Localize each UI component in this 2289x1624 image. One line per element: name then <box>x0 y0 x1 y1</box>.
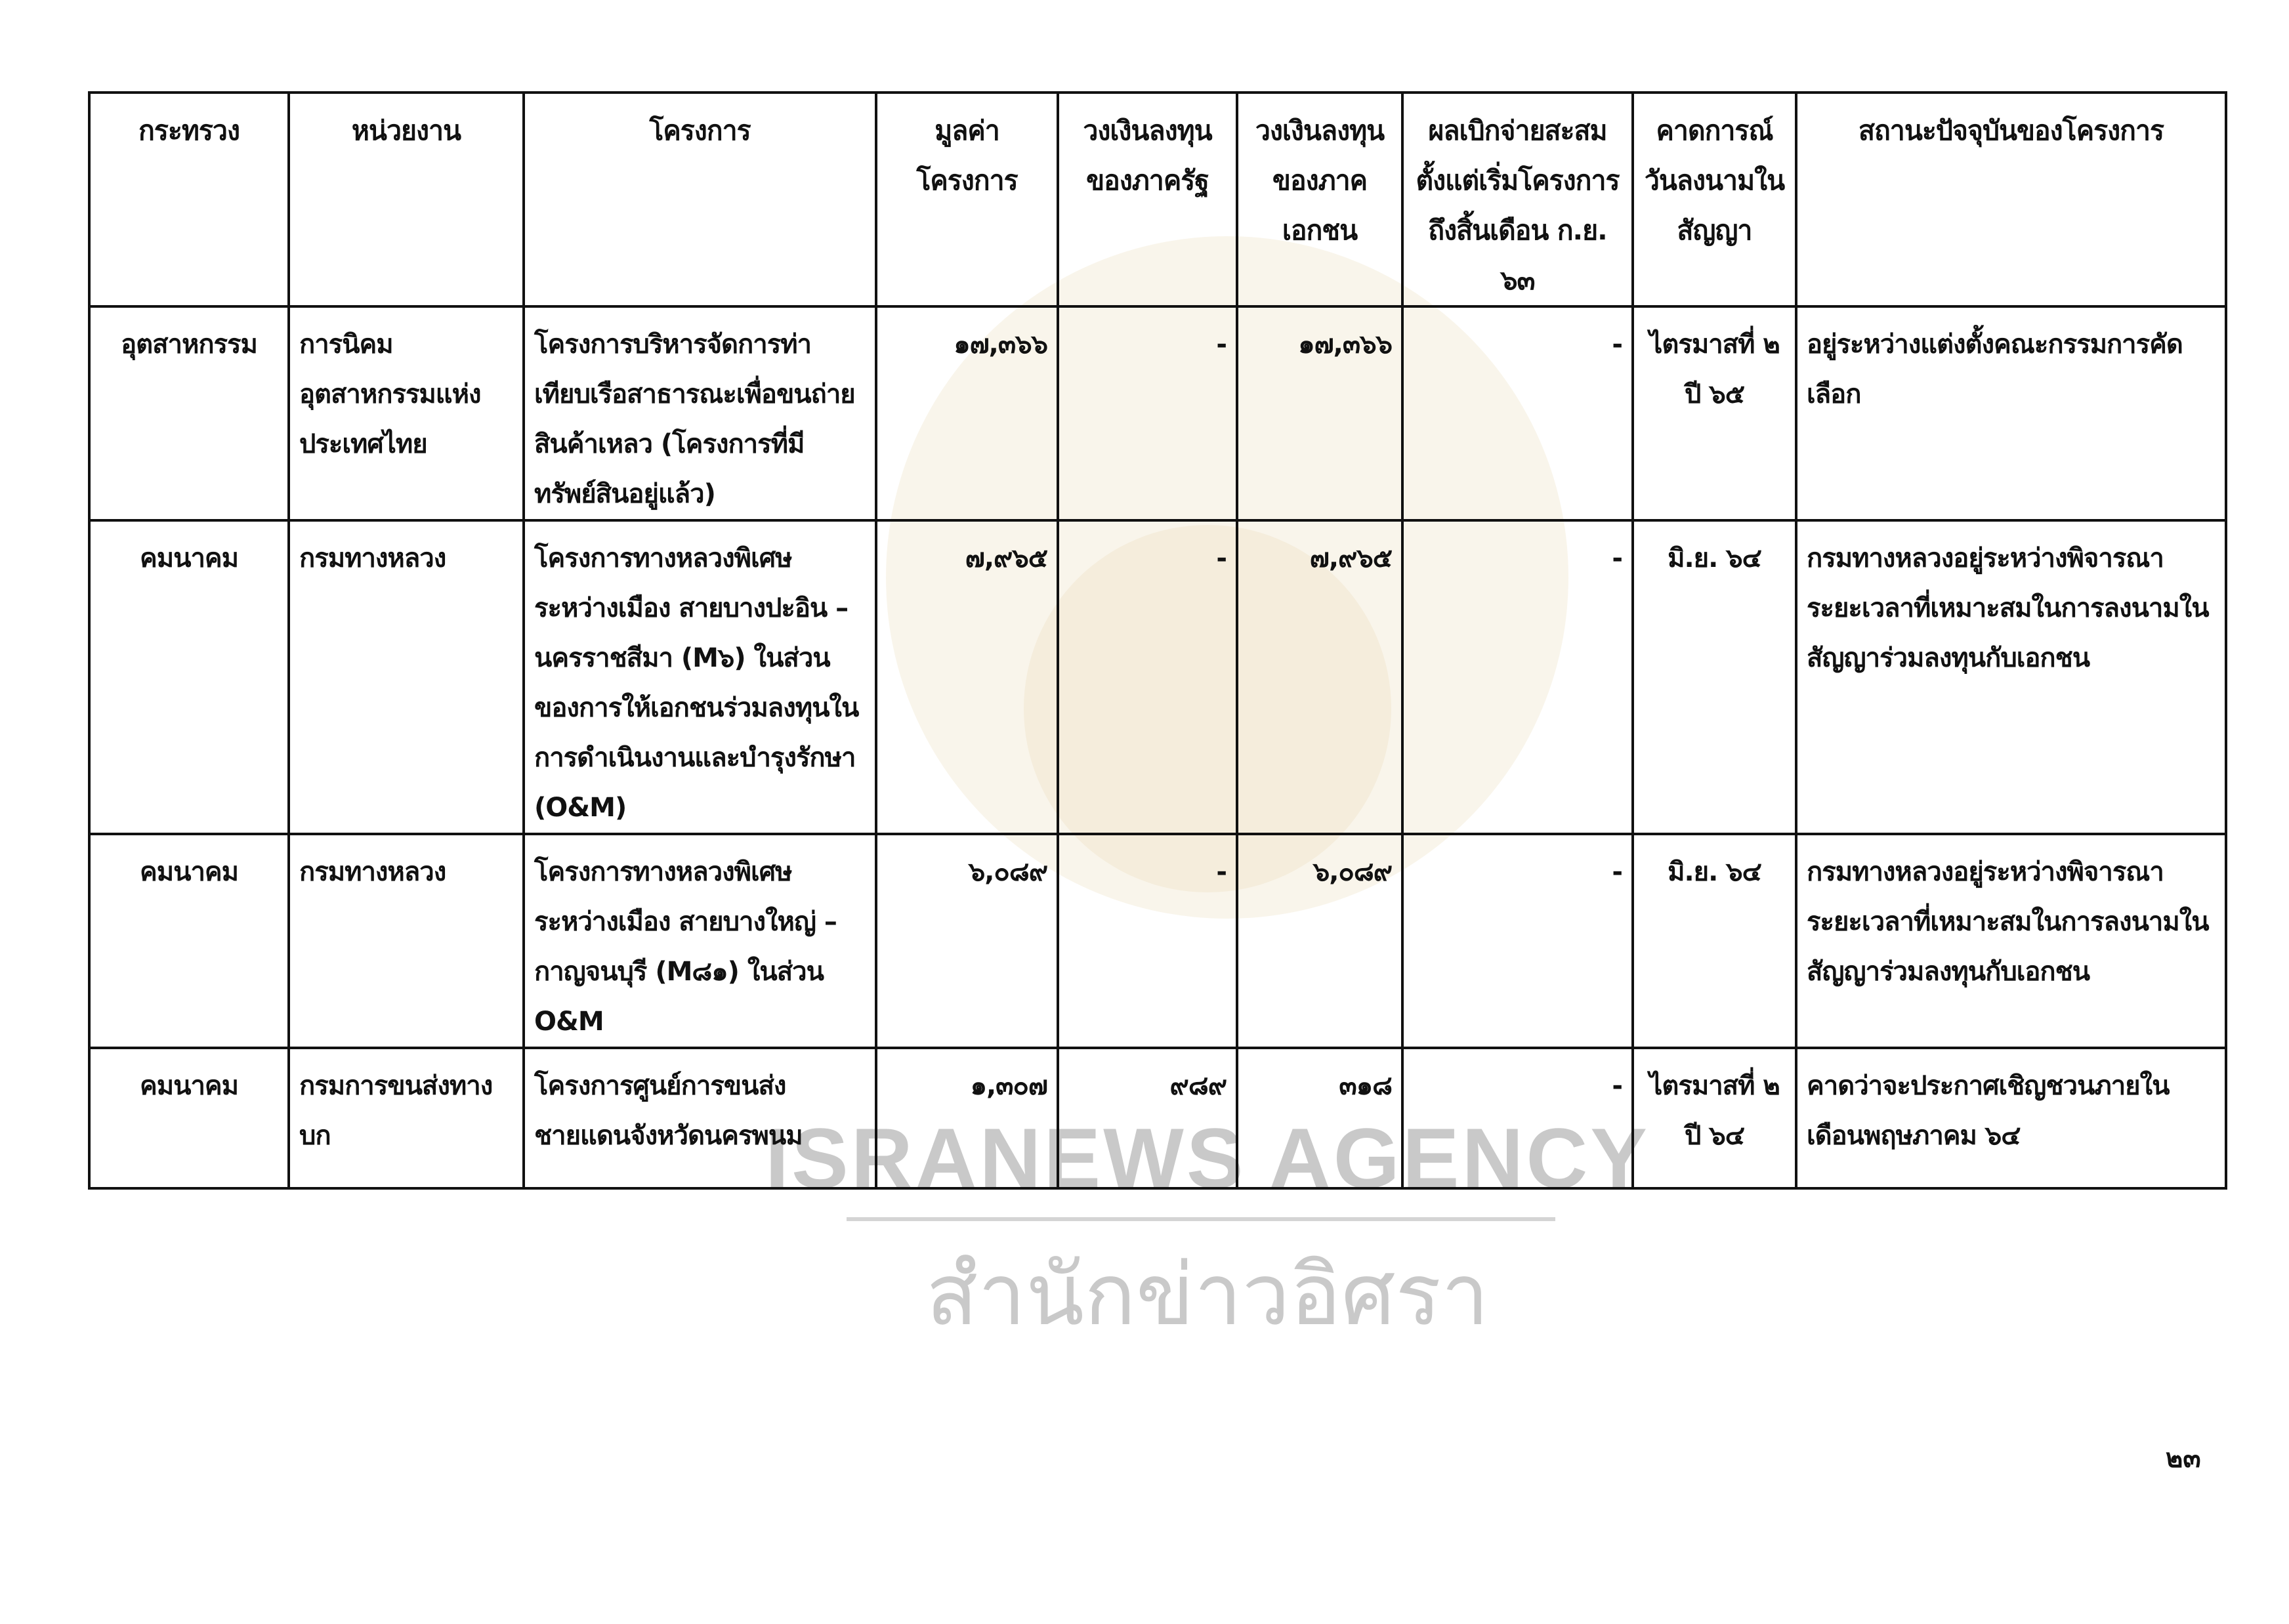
cell-project: โครงการบริหารจัดการท่าเทียบเรือสาธารณะเพื่อขนถ่ายสินค้าเหลว (โครงการที่มีทรัพย์สินอยู่แล้ว) <box>524 306 876 520</box>
table-row <box>89 1048 2226 1188</box>
cell-disbursement: - <box>1402 520 1633 834</box>
header-ministry: กระทรวง <box>89 93 289 306</box>
cell-agency: กรมการขนส่งทางบก <box>289 1048 524 1188</box>
cell-public-investment: - <box>1058 834 1237 1048</box>
watermark-th: สำนักข่าวอิศรา <box>925 1247 1490 1343</box>
header-project-value: มูลค่าโครงการ <box>876 93 1058 306</box>
cell-ministry: อุตสาหกรรม <box>89 306 289 520</box>
cell-ministry: คมนาคม <box>89 1048 289 1188</box>
cell-status: กรมทางหลวงอยู่ระหว่างพิจารณาระยะเวลาที่เหมาะสมในการลงนามในสัญญาร่วมลงทุนกับเอกชน <box>1796 520 2226 834</box>
header-current-status: สถานะปัจจุบันของโครงการ <box>1796 93 2226 306</box>
cell-agency: กรมทางหลวง <box>289 520 524 834</box>
cell-project-value: ๗,๙๖๕ <box>876 520 1058 834</box>
table-row <box>89 834 2226 1048</box>
cell-agency: การนิคมอุตสาหกรรมแห่งประเทศไทย <box>289 306 524 520</box>
cell-ministry: คมนาคม <box>89 520 289 834</box>
cell-private-investment: ๖,๐๘๙ <box>1237 834 1402 1048</box>
cell-ministry: คมนาคม <box>89 834 289 1048</box>
cell-expected-signing: ไตรมาสที่ ๒ ปี ๖๔ <box>1633 1048 1796 1188</box>
cell-status: กรมทางหลวงอยู่ระหว่างพิจารณาระยะเวลาที่เหมาะสมในการลงนามในสัญญาร่วมลงทุนกับเอกชน <box>1796 834 2226 1048</box>
table-row <box>89 306 2226 520</box>
cell-project: โครงการศูนย์การขนส่งชายแดนจังหวัดนครพนม <box>524 1048 876 1188</box>
cell-private-investment: ๑๗,๓๖๖ <box>1237 306 1402 520</box>
cell-status: อยู่ระหว่างแต่งตั้งคณะกรรมการคัดเลือก <box>1796 306 2226 520</box>
table-row <box>89 520 2226 834</box>
cell-expected-signing: มิ.ย. ๖๔ <box>1633 834 1796 1048</box>
cell-private-investment: ๗,๙๖๕ <box>1237 520 1402 834</box>
cell-expected-signing: มิ.ย. ๖๔ <box>1633 520 1796 834</box>
cell-project-value: ๖,๐๘๙ <box>876 834 1058 1048</box>
header-cumulative-disbursement: ผลเบิกจ่ายสะสมตั้งแต่เริ่มโครงการถึงสิ้นเดือน ก.ย. ๖๓ <box>1402 93 1633 306</box>
header-agency: หน่วยงาน <box>289 93 524 306</box>
header-expected-signing: คาดการณ์วันลงนามในสัญญา <box>1633 93 1796 306</box>
cell-public-investment: - <box>1058 306 1237 520</box>
watermark-en: ISRANEWS AGENCY <box>765 1110 1650 1206</box>
cell-public-investment: - <box>1058 520 1237 834</box>
cell-disbursement: - <box>1402 834 1633 1048</box>
projects-table <box>88 91 2227 1190</box>
cell-private-investment: ๓๑๘ <box>1237 1048 1402 1188</box>
cell-disbursement: - <box>1402 306 1633 520</box>
cell-public-investment: ๙๘๙ <box>1058 1048 1237 1188</box>
page-number: ๒๓ <box>2166 1444 2201 1474</box>
cell-project: โครงการทางหลวงพิเศษระหว่างเมือง สายบางใหญ่ – กาญจนบุรี (M๘๑) ในส่วน O&M <box>524 834 876 1048</box>
header-project: โครงการ <box>524 93 876 306</box>
cell-project-value: ๑๗,๓๖๖ <box>876 306 1058 520</box>
cell-project-value: ๑,๓๐๗ <box>876 1048 1058 1188</box>
cell-agency: กรมทางหลวง <box>289 834 524 1048</box>
table-header-row <box>89 93 2226 306</box>
cell-status: คาดว่าจะประกาศเชิญชวนภายในเดือนพฤษภาคม ๖๔ <box>1796 1048 2226 1188</box>
cell-disbursement: - <box>1402 1048 1633 1188</box>
header-public-investment: วงเงินลงทุนของภาครัฐ <box>1058 93 1237 306</box>
cell-project: โครงการทางหลวงพิเศษระหว่างเมือง สายบางปะอิน – นครราชสีมา (M๖) ในส่วนของการให้เอกชนร่วมลงทุนในการดำเนินงานและบำรุงรักษา (O&M) <box>524 520 876 834</box>
watermark-divider <box>847 1217 1555 1221</box>
cell-expected-signing: ไตรมาสที่ ๒ ปี ๖๕ <box>1633 306 1796 520</box>
header-private-investment: วงเงินลงทุนของภาคเอกชน <box>1237 93 1402 306</box>
